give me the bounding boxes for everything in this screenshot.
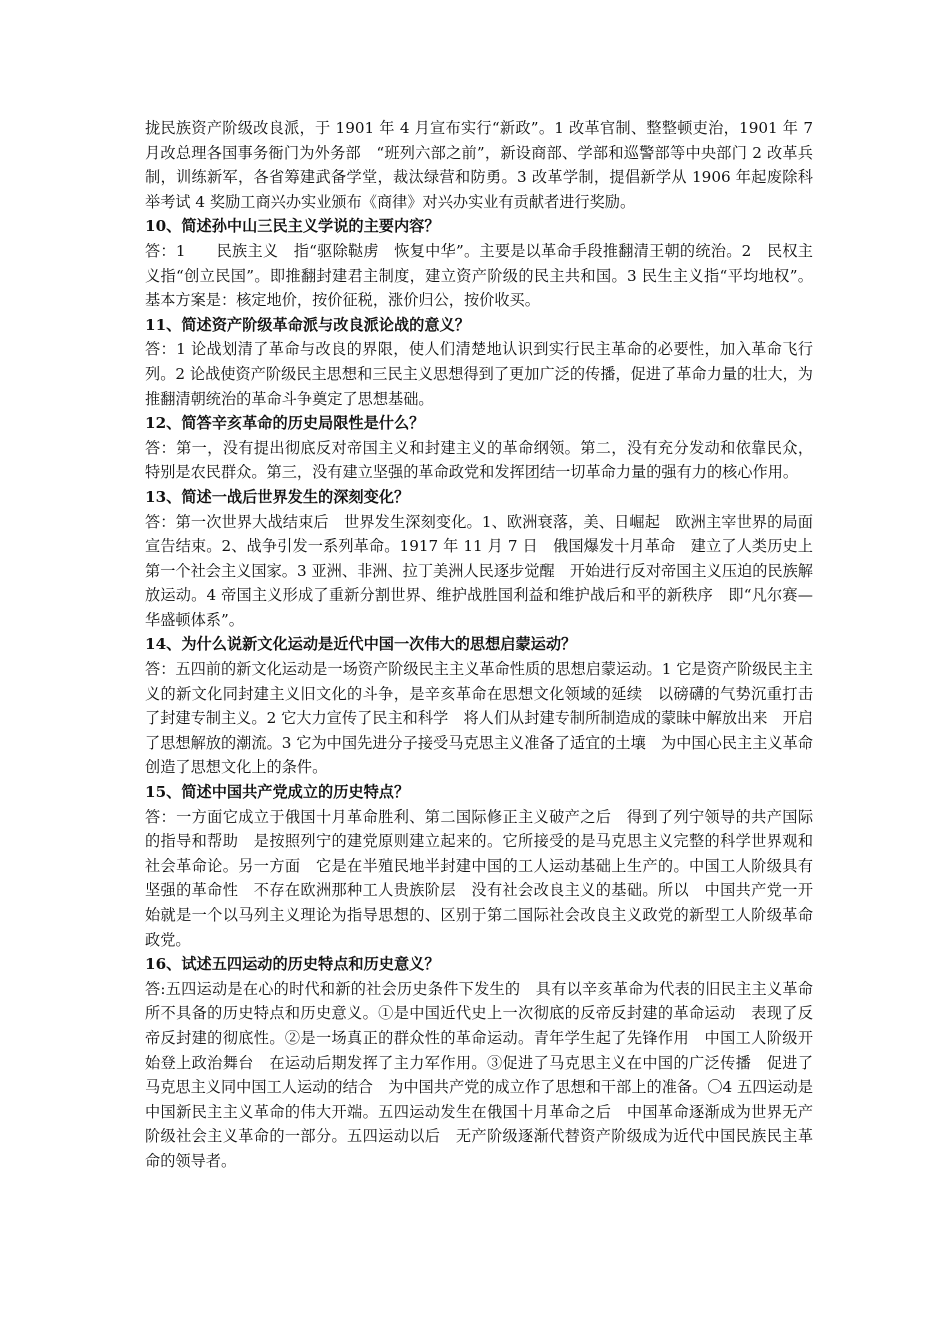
question-12 [145,411,813,436]
question-text: 、简述中国共产党成立的历史特点？ [166,783,410,802]
question-number: 12 [145,414,167,433]
question-15 [145,780,813,805]
question-16 [145,952,813,977]
answer-11: 答：1 论战划清了革命与改良的界限，使人们清楚地认识到实行民主革命的必要性，加入革命飞行列。2 论战使资产阶级民主思想和三民主义思想得到了更加广泛的传播，促进了革命力量的壮大，为推翻清朝统治的革命斗争奠定了思想基础。 [145,340,813,408]
question-text: 、为什么说新文化运动是近代中国一次伟大的思想启蒙运动？ [166,635,577,654]
question-10 [145,214,813,239]
question-text: 、简述资产阶级革命派与改良派论战的意义？ [166,315,470,334]
question-number: 13 [145,487,167,506]
question-number: 16 [145,955,167,974]
question-14 [145,632,813,657]
document-page [145,116,818,1174]
question-text: 、简述孙中山三民主义学说的主要内容？ [166,217,440,236]
answer-10: 答：1 民族主义 指“驱除鞑虏 恢复中华”。主要是以革命手段推翻清王朝的统治。2 民权主义指“创立民国”。即推翻封建君主制度，建立资产阶级的民主共和国。3 民生主义指“平均地权”。基本方案是：核定地价，按价征税，涨价归公，按价收买。 [145,241,813,310]
answer-15: 答：一方面它成立于俄国十月革命胜利、第二国际修正主义破产之后 得到了列宁领导的共产国际的指导和帮助 是按照列宁的建党原则建立起来的。它所接受的是马克思主义完整的科学世界观和社会革命论。另一方面 它是在半殖民地半封建中国的工人运动基础上生产的。中国工人阶级具有坚强的革命性 不存在欧洲那种工人贵族阶层 没有社会改良主义的基础。所以 中国共产党一开始就是一个以马列主义理论为指导思想的、区别于第二国际社会改良主义政党的新型工人阶级革命政党。 [145,807,813,949]
question-number: 10 [145,217,167,236]
answer-12: 答：第一，没有提出彻底反对帝国主义和封建主义的革命纲领。第二，没有充分发动和依靠民众，特别是农民群众。第三，没有建立坚强的革命政党和发挥团结一切革命力量的强有力的核心作用。 [145,438,813,482]
question-13 [145,485,813,510]
question-text: 、试述五四运动的历史特点和历史意义？ [166,955,440,974]
question-text: 、简答辛亥革命的历史局限性是什么？ [166,414,425,433]
question-11 [145,313,813,338]
answer-14: 答：五四前的新文化运动是一场资产阶级民主主义革命性质的思想启蒙运动。1 它是资产阶级民主主义的新文化同封建主义旧文化的斗争，是辛亥革命在思想文化领域的延续 以磅礴的气势沉重打击了封建专制主义。2 它大力宣传了民主和科学 将人们从封建专制所制造成的蒙昧中解放出来 开启了思想解放的潮流。3 它为中国先进分子接受马克思主义准备了适宜的土壤 为中国心民主主义革命创造了思想文化上的条件。 [145,660,813,777]
question-number: 11 [145,315,167,334]
question-number: 15 [145,783,167,802]
answer-16: 答:五四运动是在心的时代和新的社会历史条件下发生的 具有以辛亥革命为代表的旧民主主义革命所不具备的历史特点和历史意义。①是中国近代史上一次彻底的反帝反封建的革命运动 表现了反帝反封建的彻底性。②是一场真正的群众性的革命运动。青年学生起了先锋作用 中国工人阶级开始登上政治舞台 在运动后期发挥了主力军作用。③促进了马克思主义在中国的广泛传播 促进了马克思主义同中国工人运动的结合 为中国共产党的成立作了思想和干部上的准备。〇4 五四运动是中国新民主主义革命的伟大开端。五四运动发生在俄国十月革命之后 中国革命逐渐成为世界无产阶级社会主义革命的一部分。五四运动以后 无产阶级逐渐代替资产阶级成为近代中国民族民主革命的领导者。 [145,979,813,1170]
answer-13: 答：第一次世界大战结束后 世界发生深刻变化。1、欧洲衰落，美、日崛起 欧洲主宰世界的局面宣告结束。2、战争引发一系列革命。1917 年 11 月 7 日 俄国爆发十月革命 建立了人类历史上第一个社会主义国家。3 亚洲、非洲、拉丁美洲人民逐步觉醒 开始进行反对帝国主义压迫的民族解放运动。4 帝国主义形成了重新分割世界、维护战胜国利益和维护战后和平的新秩序 即“凡尔赛—华盛顿体系”。 [145,512,813,629]
question-number: 14 [145,635,167,654]
question-text: 、简述一战后世界发生的深刻变化？ [166,487,410,506]
intro-paragraph: 拢民族资产阶级改良派，于 1901 年 4 月宣布实行“新政”。1 改革官制、整整顿吏治，1901 年 7 月改总理各国事务衙门为外务部 “班列六部之前”，新设商部、学部和巡警部等中央部门 2 改革兵制，训练新军，各省筹建武备学堂，裁汰绿营和防勇。3 改革学制，提倡新学从 1906 年起废除科举考试 4 奖励工商兴办实业颁布《商律》对兴办实业有贡献者进行奖励。 [145,119,818,211]
